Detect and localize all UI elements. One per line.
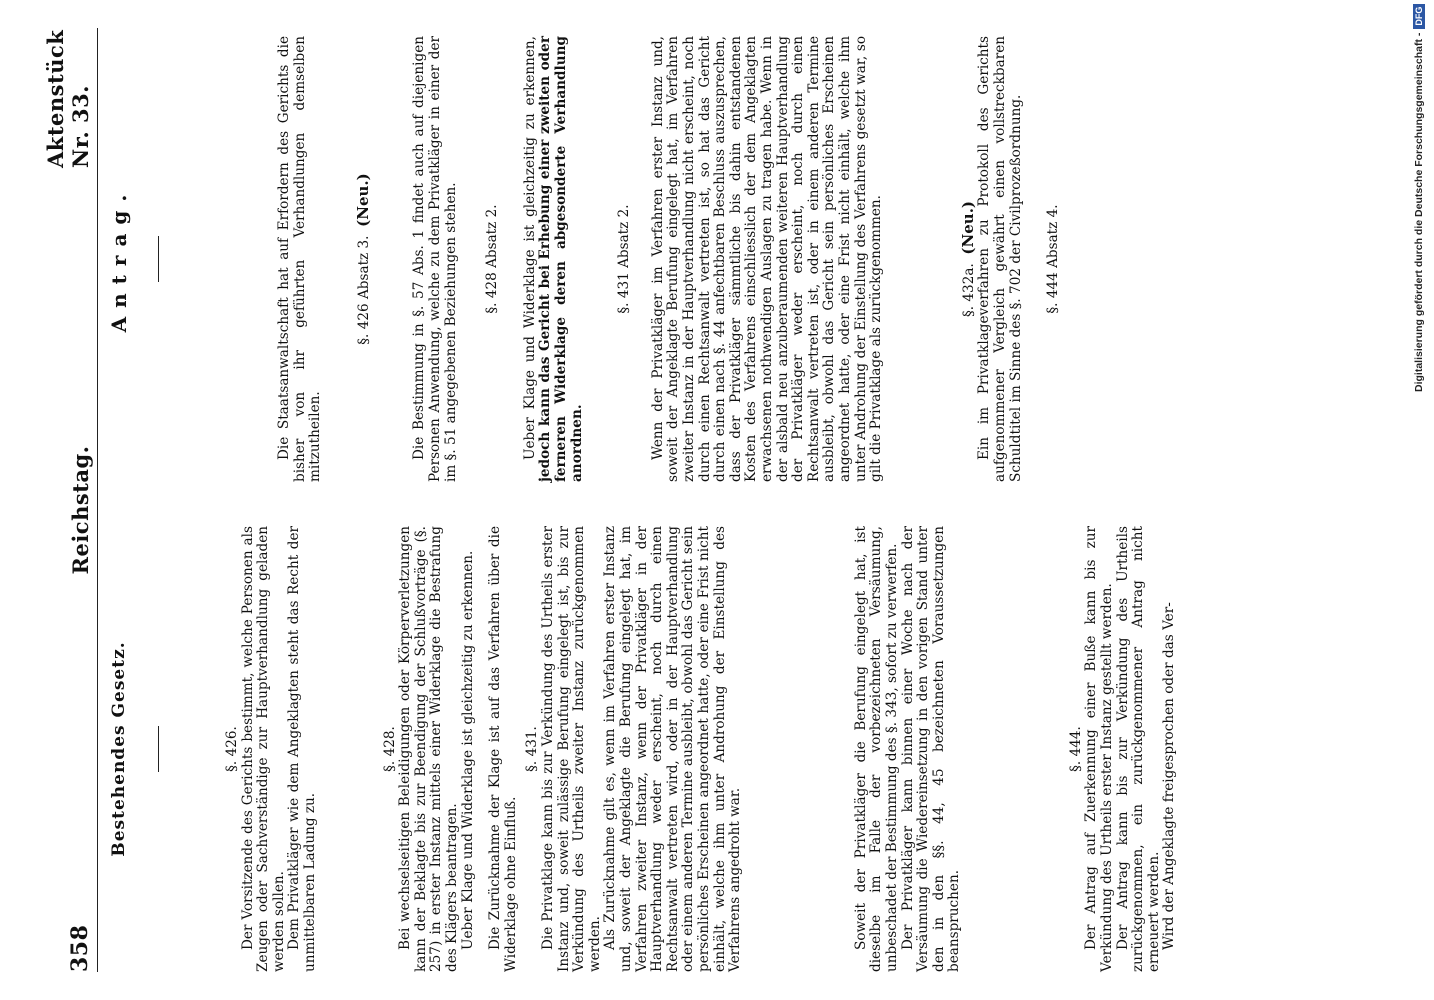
page-number: 358 xyxy=(67,924,93,972)
section-431-paragraph-3: Soweit der Privatkläger die Berufung eingelegt hat, ist dieselbe im Falle der vorbezeichneten Versäumung, unbeschadet der Bestimmung des §. 343, sofort zu verwerfen. xyxy=(852,526,900,972)
header-left-title: Reichstag. xyxy=(68,445,93,575)
new-marker: (Neu.) xyxy=(958,200,977,255)
section-431-paragraph-2 xyxy=(603,526,743,972)
proposal-column xyxy=(108,36,1394,482)
section-428-paragraph-3: Die Zurücknahme der Klage ist auf das Verfahren über die Widerklage ohne Einfluß. xyxy=(487,526,519,972)
existing-law-heading: Bestehendes Gesetz. xyxy=(109,641,129,857)
proposal-428-reference: §. 428 Absatz 2. xyxy=(484,204,501,314)
digitization-notice xyxy=(1404,0,1434,1000)
section-426-title: §. 426. xyxy=(224,726,241,772)
proposal-426-reference xyxy=(353,36,373,482)
section-444-paragraph-1: Der Antrag auf Zuerkennung einer Buße kann bis zur Verkündung des Urtheils erster Instanz gestellt werden. xyxy=(1083,526,1116,972)
digitization-notice-strip xyxy=(1404,0,1434,1000)
section-444-paragraph-3: Wird der Angeklagte freigesprochen oder das Ver- xyxy=(1161,602,1178,950)
column-divider xyxy=(470,501,1394,502)
proposal-432a-text: Ein im Privatklageverfahren zu Protokoll des Gerichts aufgenommener Vergleich gewährt einen vollstreckbaren Schuldtitel im Sinne des §. 702 der Civilprozeßordnung. xyxy=(976,36,1024,482)
section-431-paragraph-4: Der Privatkläger kann binnen einer Woche nach der Versäumung die Wiedereinsetzung in den vorigen Stand unter den in den §§. 44, 45 bezeichneten Voraussetzungen beanspruchen. xyxy=(899,526,963,972)
section-426-paragraph-1: Der Vorsitzende des Gerichts bestimmt, welche Personen als Zeugen oder Sachverständige zur Hauptverhandlung geladen werden sollen. xyxy=(239,526,287,972)
proposal-heading: Antrag. xyxy=(107,185,131,333)
header-document-number: Aktenstück Nr. 33. xyxy=(43,29,93,168)
proposal-428-text-plain: Ueber Klage und Widerklage ist gleichzeitig zu erkennen, xyxy=(521,36,538,460)
dfg-logo: DFG xyxy=(1413,4,1425,29)
proposal-432a-reference-text: §. 432a. xyxy=(960,263,977,318)
section-431-paragraph-2-lead: Als Zurücknahme gilt es, xyxy=(602,772,619,950)
running-head xyxy=(43,28,98,972)
section-431-title: §. 431. xyxy=(524,726,541,772)
existing-law-column xyxy=(108,526,1394,972)
section-444-paragraph-2: Der Antrag kann bis zur Verkündung des Urtheils zurückgenommen, ein zurückgenommener Antrag nicht erneuert werden. xyxy=(1114,526,1162,972)
section-444-title: §. 444. xyxy=(1067,726,1084,772)
proposal-426-text: Die Bestimmung in §. 57 Abs. 1 findet auch auf diejenigen Personen Anwendung, welche zu dem Privatkläger in einer der im §. 51 angegebenen Beziehungen stehen. xyxy=(411,36,459,482)
proposal-444-reference: §. 444 Absatz 4. xyxy=(1045,204,1062,314)
section-426-paragraph-2: Dem Privatkläger wie dem Angeklagten steht das Recht der unmittelbaren Ladung zu. xyxy=(286,526,319,972)
proposal-431-text: Wenn der Privatkläger im Verfahren erster Instanz und, soweit der Angeklagte Berufung eingelegt hat, im Verfahren zweiter Instanz in der Hauptverhandlung nicht erscheint, noch durch einen Rechtsanwalt vertreten ist, so hat das Gericht durch einen nach §. 44 anfechtbaren Beschluss auszusprechen, dass der Privatkläger sämmtliche bis dahin entstandenen Kosten des Verfahrens einschliesslich der dem Angeklagten erwachsenen nothwendigen Auslagen zu tragen habe. Wenn in der alsbald neu anzuberaumenden weiteren Hauptverhandlung der Privatkläger weder erscheint, noch durch einen Rechtsanwalt vertreten ist, oder in einem anderen Termine ausbleibt, obwohl das Gericht sein persönliches Erscheinen angeordnet hatte, oder eine Frist nicht einhält, welche ihm unter Androhung der Einstellung des Verfahrens gesetzt war, so gilt die Privatklage als zurückgenommen. xyxy=(649,36,885,482)
proposal-intro: Die Staatsanwaltschaft hat auf Erfordern des Gerichts die bisher von ihr geführten Verhandlungen demselben mitzutheilen. xyxy=(276,36,324,482)
section-428-paragraph-1: Bei wechselseitigen Beleidigungen oder Körperverletzungen kann der Beklagte bis zur Beendigung der Schlußvorträge (§. 257) in erster Instanz mittels einer Widerklage die Bestrafung des Klägers beantragen. xyxy=(397,526,461,972)
proposal-426-reference-text: §. 426 Absatz 3. xyxy=(355,235,372,345)
digitization-notice-text: Digitalisierung gefördert durch die Deutsche Forschungsgemeinschaft - xyxy=(1413,32,1425,392)
section-431-paragraph-2-body: wenn im Verfahren erster Instanz und, soweit der Angeklagte die Berufung eingelegt hat, im Verfahren zweiter Instanz, wenn der Privatkläger in der Hauptverhandlung weder erscheint, noch durch einen Rechtsanwalt vertreten wird, oder in der Hauptverhandlung oder einem anderen Termine ausbleibt, obwohl das Gericht sein persönliches Erscheinen angeordnet hatte, oder eine Frist nicht einhält, welche ihm unter Androhung der Einstellung des Verfahrens angedroht war. xyxy=(602,526,744,972)
section-428-title: §. 428. xyxy=(381,726,398,772)
proposal-428-text xyxy=(523,36,585,482)
section-428-paragraph-2: Ueber Klage und Widerklage ist gleichzeitig zu erkennen. xyxy=(459,550,476,950)
proposal-428-text-bold: jedoch kann das Gericht bei Erhebung einer zweiten oder ferneren Widerklage deren abgesonderte Verhandlung anordnen. xyxy=(537,36,585,482)
proposal-432a-reference xyxy=(958,36,978,482)
new-marker: (Neu.) xyxy=(353,173,372,227)
proposal-431-reference: §. 431 Absatz 2. xyxy=(616,204,633,314)
section-431-paragraph-1: Die Privatklage kann bis zur Verkündung des Urtheils erster Instanz und, soweit zulässige Berufung eingelegt ist, bis zur Verkündung des Urtheils zweiter Instanz zurückgenommen werden. xyxy=(540,526,603,972)
